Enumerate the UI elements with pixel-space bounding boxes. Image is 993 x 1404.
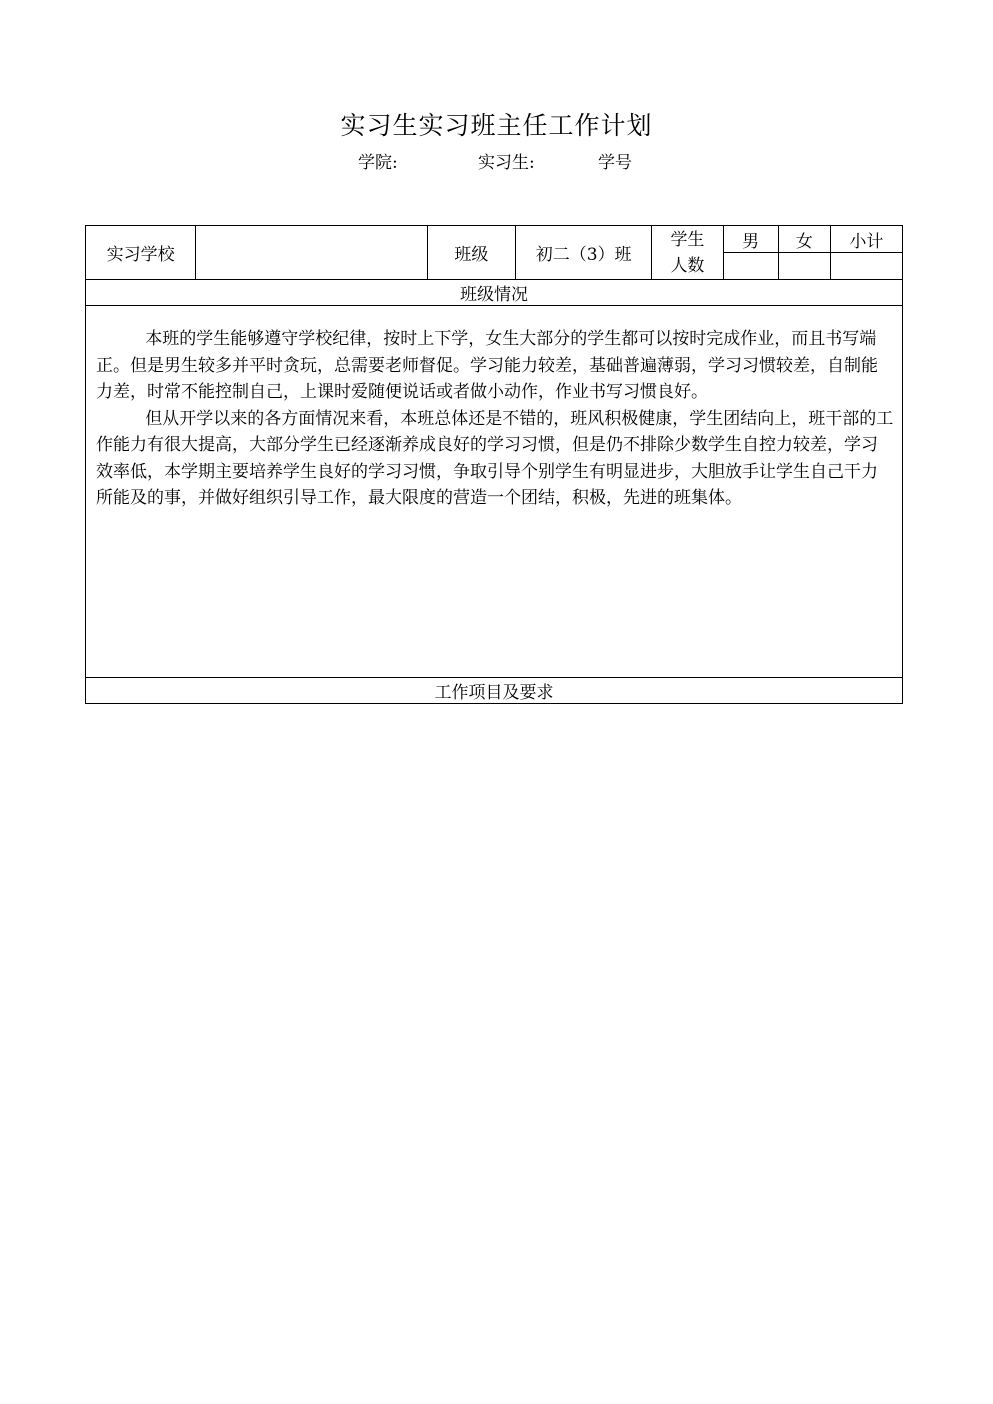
class-situation-header: 班级情况: [86, 280, 903, 306]
class-value-cell[interactable]: 初二（3）班: [516, 226, 652, 280]
document-title: 实习生实习班主任工作计划: [340, 111, 653, 140]
work-items-header: 工作项目及要求: [86, 678, 903, 704]
male-label-cell: 男: [723, 226, 778, 253]
male-count-cell[interactable]: [723, 253, 778, 280]
student-count-label-line2: 人数: [670, 255, 705, 276]
student-count-label-cell: [652, 226, 723, 280]
intern-label: 实习生:: [478, 153, 535, 173]
school-label-cell: 实习学校: [86, 226, 196, 280]
student-number-label: 学号: [598, 153, 632, 173]
situation-paragraph: 但从开学以来的各方面情况来看，本班总体还是不错的，班风积极健康，学生团结向上，班干部的工作能力有很大提高，大部分学生已经逐渐养成良好的学习习惯，但是仍不排除少数学生自控力较差，学习效率低，本学期主要培养学生良好的学习习惯，争取引导个别学生有明显进步，大胆放手让学生自己干力所能及的事，并做好组织引导工作，最大限度的营造一个团结，积极，先进的班集体。: [96, 408, 894, 508]
plan-form-table: [85, 225, 903, 704]
student-count-label-line1: 学生: [670, 229, 705, 250]
subtotal-label-cell: 小计: [830, 226, 902, 253]
college-label: 学院:: [358, 153, 398, 173]
class-label-cell: 班级: [427, 226, 515, 280]
female-count-cell[interactable]: [778, 253, 830, 280]
subtotal-count-cell[interactable]: [830, 253, 902, 280]
school-value-cell[interactable]: [196, 226, 428, 280]
class-situation-body: [86, 306, 903, 678]
female-label-cell: 女: [778, 226, 830, 253]
situation-paragraph: 本班的学生能够遵守学校纪律，按时上下学，女生大部分的学生都可以按时完成作业，而且书写端正。但是男生较多并平时贪玩，总需要老师督促。学习能力较差，基础普遍薄弱，学习习惯较差，自制能力差，时常不能控制自己，上课时爱随便说话或者做小动作，作业书写习惯良好。: [96, 329, 878, 402]
